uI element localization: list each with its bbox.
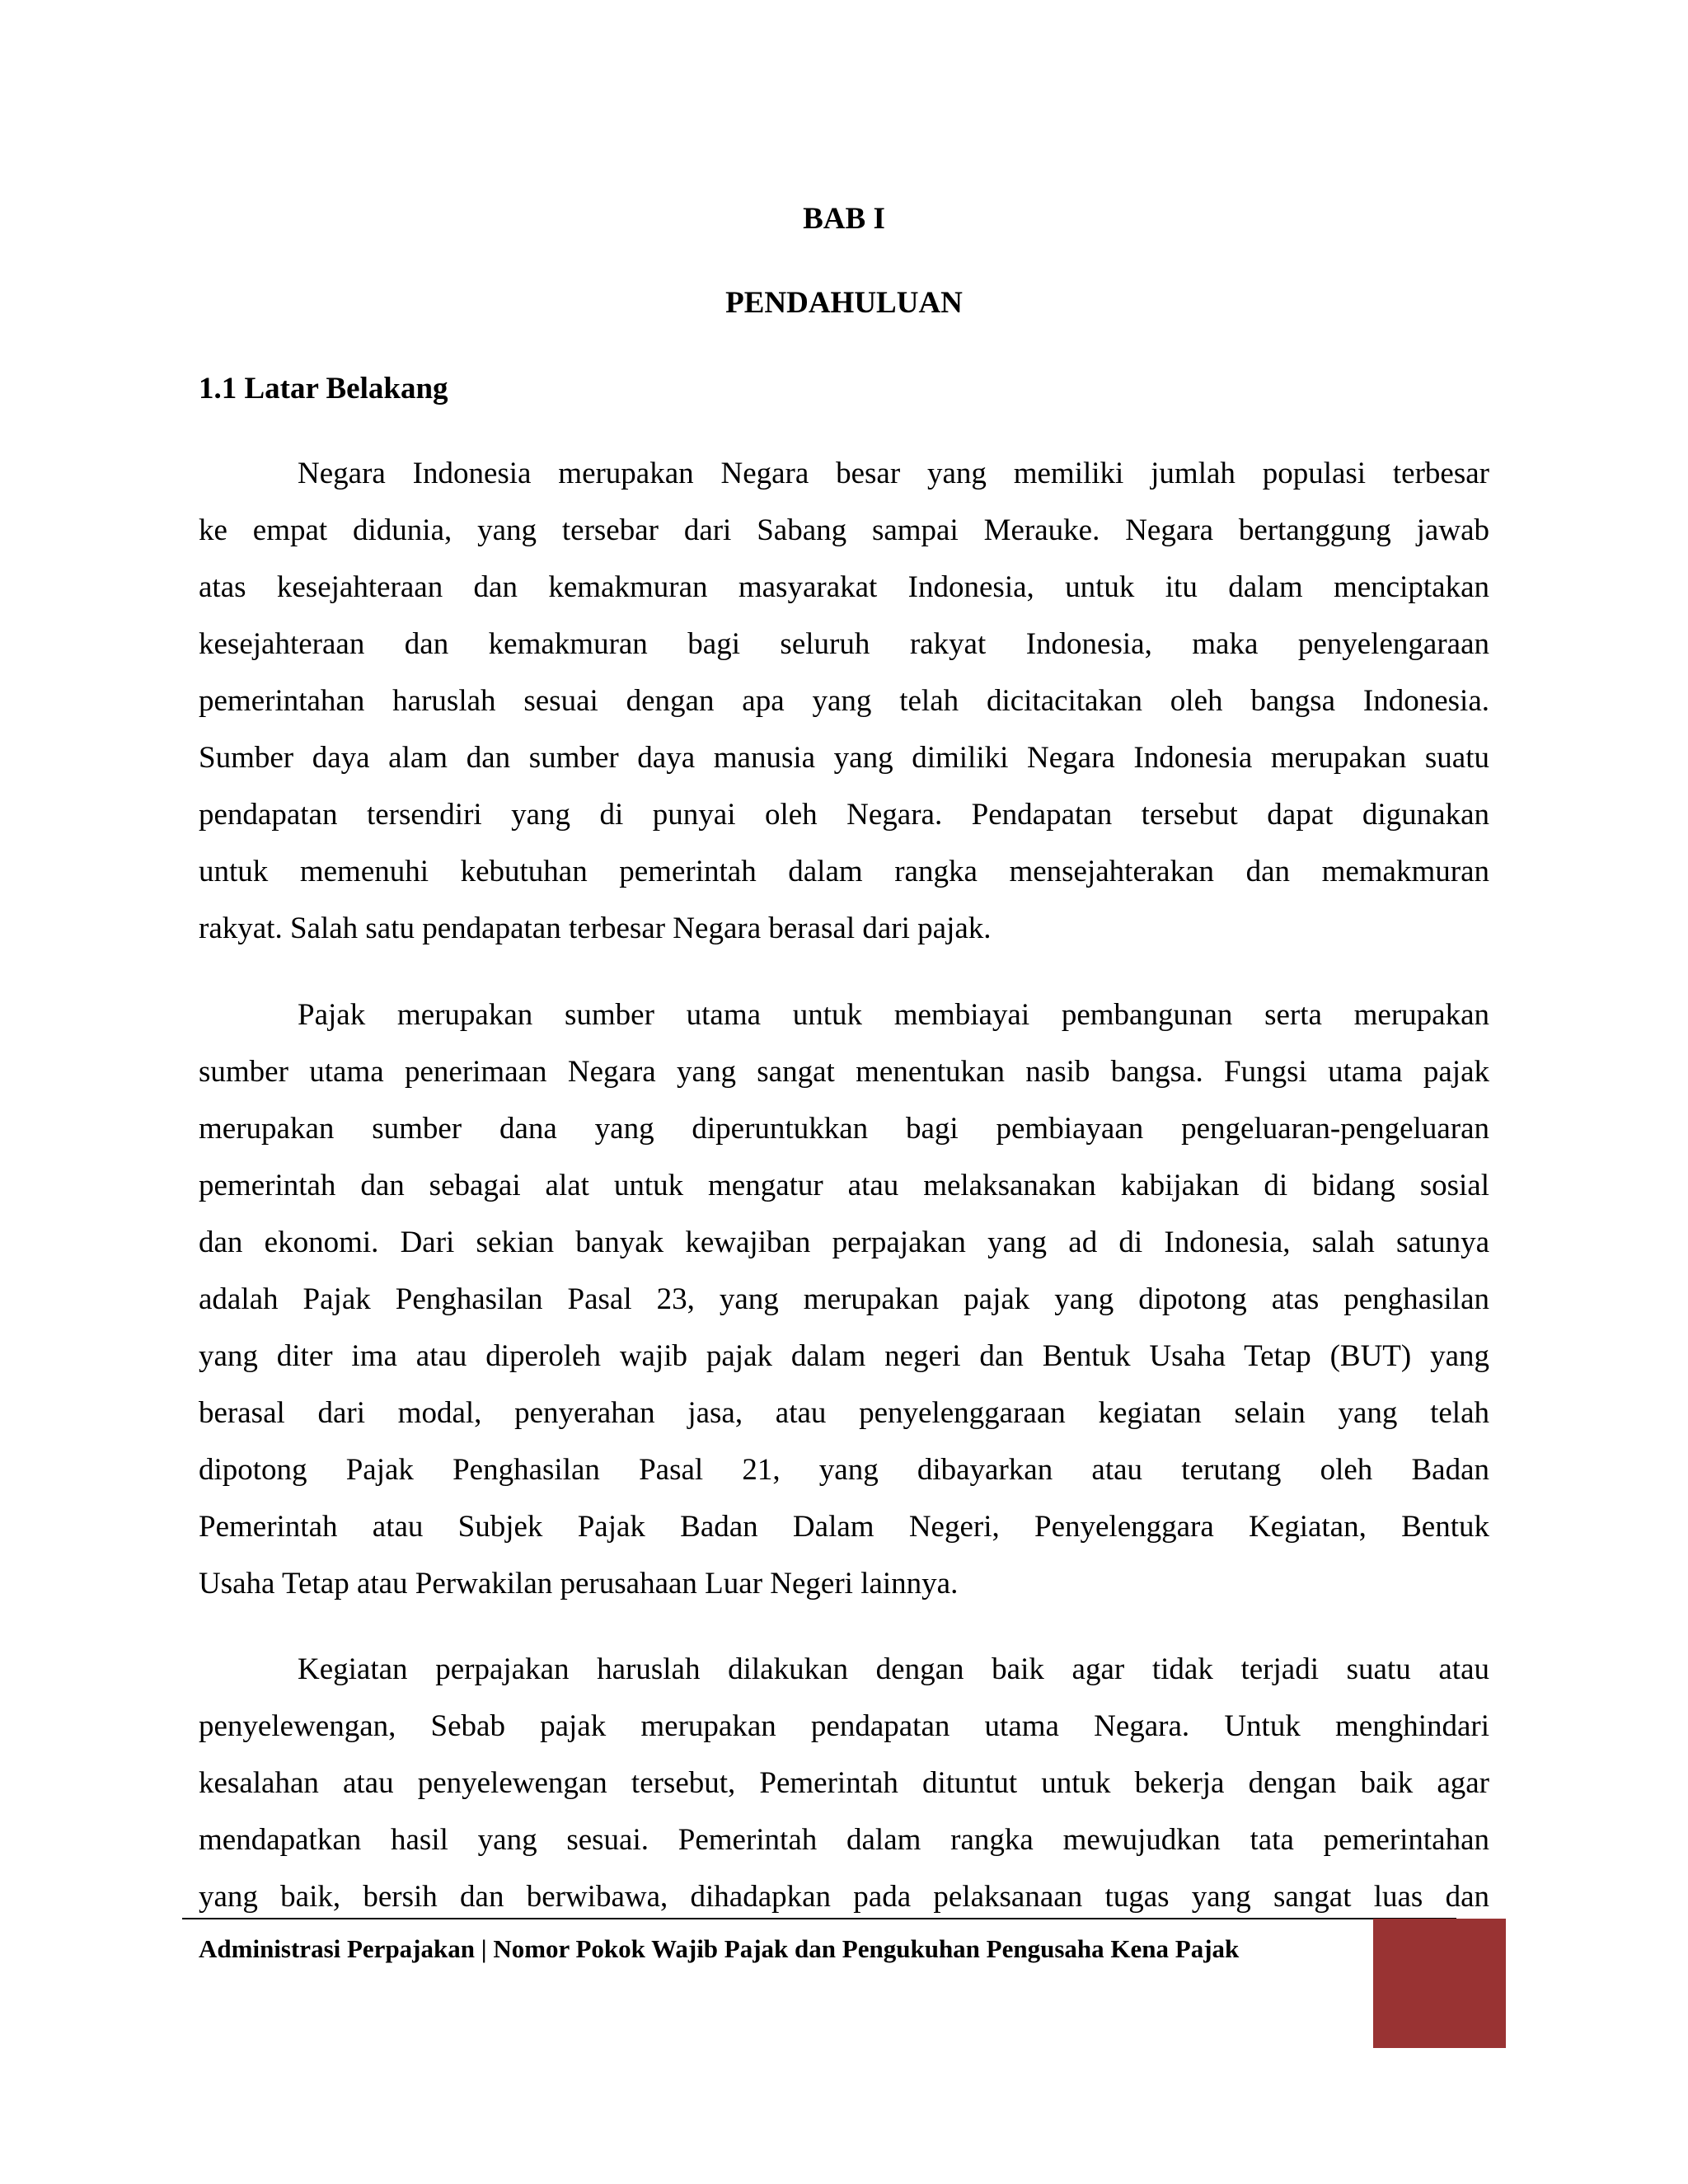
paragraph-2 bbox=[199, 987, 1489, 1612]
paragraph-3 bbox=[199, 1641, 1489, 1925]
footer-divider bbox=[182, 1918, 1456, 1919]
paragraph-line: Usaha Tetap atau Perwakilan perusahaan Luar Negeri lainnya. bbox=[199, 1567, 959, 1601]
paragraph-line: berasal dari modal, penyerahan jasa, atau penyelenggaraan kegiatan selain yang telah bbox=[199, 1396, 1489, 1430]
section-heading: 1.1 Latar Belakang bbox=[199, 372, 448, 405]
paragraph-line: pemerintah dan sebagai alat untuk mengatur atau melaksanakan kabijakan di bidang sosial bbox=[199, 1169, 1489, 1202]
paragraph-line: Kegiatan perpajakan haruslah dilakukan dengan baik agar tidak terjadi suatu atau bbox=[298, 1652, 1489, 1686]
paragraph-line: ke empat didunia, yang tersebar dari Sabang sampai Merauke. Negara bertanggung jawab bbox=[199, 513, 1489, 547]
paragraph-line: rakyat. Salah satu pendapatan terbesar Negara berasal dari pajak. bbox=[199, 912, 992, 945]
paragraph-1 bbox=[199, 445, 1489, 957]
paragraph-line: kesalahan atau penyelewengan tersebut, Pemerintah dituntut untuk bekerja dengan baik agar bbox=[199, 1766, 1489, 1800]
paragraph-line: dan ekonomi. Dari sekian banyak kewajiban perpajakan yang ad di Indonesia, salah satunya bbox=[199, 1226, 1489, 1259]
paragraph-line: sumber utama penerimaan Negara yang sangat menentukan nasib bangsa. Fungsi utama pajak bbox=[199, 1055, 1489, 1089]
paragraph-line: Negara Indonesia merupakan Negara besar yang memiliki jumlah populasi terbesar bbox=[298, 457, 1489, 490]
paragraph-line: atas kesejahteraan dan kemakmuran masyarakat Indonesia, untuk itu dalam menciptakan bbox=[199, 570, 1489, 604]
paragraph-line: mendapatkan hasil yang sesuai. Pemerintah dalam rangka mewujudkan tata pemerintahan bbox=[199, 1823, 1489, 1857]
chapter-title: PENDAHULUAN bbox=[725, 286, 963, 320]
paragraph-line: untuk memenuhi kebutuhan pemerintah dalam rangka mensejahterakan dan memakmuran bbox=[199, 855, 1489, 888]
paragraph-line: Pemerintah atau Subjek Pajak Badan Dalam Negeri, Penyelenggara Kegiatan, Bentuk bbox=[199, 1510, 1489, 1544]
chapter-number: BAB I bbox=[803, 202, 885, 236]
paragraph-line: dipotong Pajak Penghasilan Pasal 21, yang dibayarkan atau terutang oleh Badan bbox=[199, 1453, 1489, 1487]
paragraph-line: adalah Pajak Penghasilan Pasal 23, yang merupakan pajak yang dipotong atas penghasilan bbox=[199, 1282, 1489, 1316]
paragraph-line: pemerintahan haruslah sesuai dengan apa yang telah dicitacitakan oleh bangsa Indonesia. bbox=[199, 684, 1489, 718]
paragraph-line: merupakan sumber dana yang diperuntukkan bagi pembiayaan pengeluaran-pengeluaran bbox=[199, 1112, 1489, 1146]
paragraph-line: kesejahteraan dan kemakmuran bagi seluruh rakyat Indonesia, maka penyelengaraan bbox=[199, 627, 1489, 661]
footer-page-block bbox=[1373, 1919, 1506, 2048]
footer-text: Administrasi Perpajakan | Nomor Pokok Wajib Pajak dan Pengukuhan Pengusaha Kena Pajak bbox=[199, 1934, 1240, 1963]
paragraph-line: pendapatan tersendiri yang di punyai oleh Negara. Pendapatan tersebut dapat digunakan bbox=[199, 798, 1489, 832]
paragraph-line: Sumber daya alam dan sumber daya manusia yang dimiliki Negara Indonesia merupakan suatu bbox=[199, 741, 1489, 775]
paragraph-line: Pajak merupakan sumber utama untuk membiayai pembangunan serta merupakan bbox=[298, 998, 1489, 1032]
paragraph-line: penyelewengan, Sebab pajak merupakan pendapatan utama Negara. Untuk menghindari bbox=[199, 1709, 1489, 1743]
paragraph-line: yang diter ima atau diperoleh wajib pajak dalam negeri dan Bentuk Usaha Tetap (BUT) yang bbox=[199, 1339, 1489, 1373]
paragraph-line: yang baik, bersih dan berwibawa, dihadapkan pada pelaksanaan tugas yang sangat luas dan bbox=[199, 1880, 1489, 1914]
